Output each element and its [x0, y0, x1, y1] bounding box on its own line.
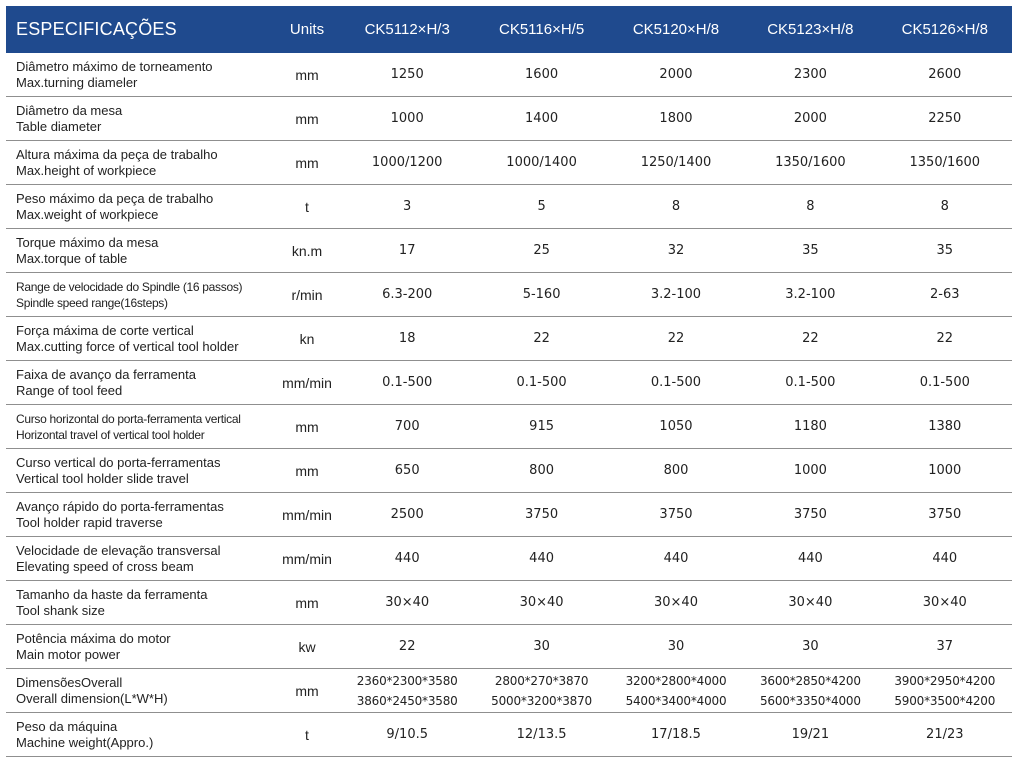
- value-cell: 30×40: [474, 581, 608, 625]
- value-cell: 5: [474, 185, 608, 229]
- value-cell: 22: [609, 317, 743, 361]
- value-cell: 2250: [878, 97, 1012, 141]
- value-cell: 1250/1400: [609, 141, 743, 185]
- value-cell: 9/10.5: [340, 713, 474, 757]
- value-cell: 8: [609, 185, 743, 229]
- table-header: [6, 6, 1012, 53]
- model-header: CK5120×H/8: [609, 6, 743, 53]
- value-cell: 30×40: [878, 581, 1012, 625]
- spec-name-en: Max.height of workpiece: [16, 162, 157, 178]
- value-cell: 25: [474, 229, 608, 273]
- value-cell: [340, 669, 474, 713]
- value-cell: 440: [474, 537, 608, 581]
- spec-name-pt: DimensõesOverall: [16, 674, 123, 690]
- spec-name-pt: Velocidade de elevação transversal: [16, 542, 221, 558]
- value-cell: 2-63: [878, 273, 1012, 317]
- spec-name-pt: Diâmetro máximo de torneamento: [16, 58, 213, 74]
- spec-name-cell: [6, 405, 274, 449]
- table-row: [6, 669, 1012, 713]
- value-cell: 2500: [340, 493, 474, 537]
- spec-name-cell: [6, 493, 274, 537]
- spec-name-en: Max.torque of table: [16, 250, 128, 266]
- value-cell: 1000/1400: [474, 141, 608, 185]
- value-cell: 3: [340, 185, 474, 229]
- value-cell: 800: [474, 449, 608, 493]
- spec-name-cell: [6, 185, 274, 229]
- value-cell: 22: [743, 317, 877, 361]
- value-line: 3900*2950*4200: [894, 673, 996, 688]
- value-cell: 2000: [609, 53, 743, 97]
- value-cell: 3750: [878, 493, 1012, 537]
- value-line: 2360*2300*3580: [356, 673, 458, 688]
- value-cell: 2000: [743, 97, 877, 141]
- spec-name-cell: [6, 53, 274, 97]
- spec-name-en: Max.weight of workpiece: [16, 206, 159, 222]
- unit-cell: mm/min: [274, 361, 340, 405]
- header-row: [6, 6, 1012, 53]
- value-cell: 8: [878, 185, 1012, 229]
- value-cell: 1350/1600: [743, 141, 877, 185]
- value-cell: 35: [743, 229, 877, 273]
- table-row: [6, 625, 1012, 669]
- value-cell: 22: [878, 317, 1012, 361]
- spec-name-en: Tool holder rapid traverse: [16, 514, 163, 530]
- value-cell: [743, 669, 877, 713]
- value-cell: 440: [340, 537, 474, 581]
- spec-name-pt: Peso da máquina: [16, 718, 118, 734]
- table-row: [6, 537, 1012, 581]
- value-cell: 3750: [609, 493, 743, 537]
- value-cell: 18: [340, 317, 474, 361]
- table-row: [6, 273, 1012, 317]
- value-cell: 440: [878, 537, 1012, 581]
- value-cell: 1800: [609, 97, 743, 141]
- value-cell: 1250: [340, 53, 474, 97]
- spec-name-cell: [6, 669, 274, 713]
- spec-name-en: Max.turning diameler: [16, 74, 138, 90]
- specifications-table: [6, 6, 1012, 757]
- table-row: [6, 53, 1012, 97]
- value-cell: 1000: [340, 97, 474, 141]
- value-line: 3860*2450*3580: [356, 693, 458, 708]
- value-cell: 0.1-500: [609, 361, 743, 405]
- value-cell: 32: [609, 229, 743, 273]
- table-row: [6, 229, 1012, 273]
- spec-name-cell: [6, 625, 274, 669]
- value-cell: [474, 669, 608, 713]
- value-cell: 1000/1200: [340, 141, 474, 185]
- spec-name-en: Max.cutting force of vertical tool holder: [16, 338, 239, 354]
- value-cell: 2300: [743, 53, 877, 97]
- spec-name-pt: Curso horizontal do porta-ferramenta vertical: [16, 411, 241, 426]
- value-cell: [609, 669, 743, 713]
- spec-name-cell: [6, 97, 274, 141]
- value-cell: 0.1-500: [878, 361, 1012, 405]
- value-cell: 0.1-500: [340, 361, 474, 405]
- unit-cell: kn.m: [274, 229, 340, 273]
- value-cell: 1050: [609, 405, 743, 449]
- value-cell: 22: [474, 317, 608, 361]
- unit-cell: mm: [274, 97, 340, 141]
- value-cell: 6.3-200: [340, 273, 474, 317]
- value-cell: 3750: [474, 493, 608, 537]
- unit-cell: mm: [274, 141, 340, 185]
- model-header: CK5112×H/3: [340, 6, 474, 53]
- unit-cell: mm/min: [274, 493, 340, 537]
- spec-name-en: Main motor power: [16, 646, 121, 662]
- spec-name-en: Table diameter: [16, 118, 102, 134]
- spec-name-en: Range of tool feed: [16, 382, 123, 398]
- table-row: [6, 713, 1012, 757]
- value-cell: 2600: [878, 53, 1012, 97]
- value-cell: 1400: [474, 97, 608, 141]
- spec-name-en: Elevating speed of cross beam: [16, 558, 194, 574]
- value-cell: 700: [340, 405, 474, 449]
- unit-cell: mm: [274, 669, 340, 713]
- value-cell: 1000: [878, 449, 1012, 493]
- value-cell: 8: [743, 185, 877, 229]
- spec-name-en: Machine weight(Appro.): [16, 734, 154, 750]
- value-cell: 650: [340, 449, 474, 493]
- value-cell: 440: [609, 537, 743, 581]
- table-row: [6, 405, 1012, 449]
- value-cell: 30: [474, 625, 608, 669]
- units-header: Units: [274, 6, 340, 53]
- value-line: 5400*3400*4000: [625, 693, 727, 708]
- unit-cell: kw: [274, 625, 340, 669]
- spec-name-cell: [6, 317, 274, 361]
- value-cell: 30×40: [743, 581, 877, 625]
- value-cell: 440: [743, 537, 877, 581]
- spec-name-pt: Diâmetro da mesa: [16, 102, 123, 118]
- value-cell: 0.1-500: [474, 361, 608, 405]
- value-line: 5600*3350*4000: [759, 693, 861, 708]
- table-row: [6, 493, 1012, 537]
- spec-name-en: Overall dimension(L*W*H): [16, 690, 168, 706]
- table-row: [6, 141, 1012, 185]
- spec-name-cell: [6, 713, 274, 757]
- table-row: [6, 97, 1012, 141]
- unit-cell: t: [274, 185, 340, 229]
- value-cell: 1600: [474, 53, 608, 97]
- value-cell: 1180: [743, 405, 877, 449]
- value-cell: 21/23: [878, 713, 1012, 757]
- spec-name-pt: Torque máximo da mesa: [16, 234, 159, 250]
- value-line: 2800*270*3870: [494, 673, 589, 688]
- spec-name-cell: [6, 537, 274, 581]
- value-cell: 1350/1600: [878, 141, 1012, 185]
- spec-name-cell: [6, 449, 274, 493]
- table-row: [6, 581, 1012, 625]
- unit-cell: mm: [274, 449, 340, 493]
- table-title: ESPECIFICAÇÕES: [6, 6, 274, 53]
- table-row: [6, 185, 1012, 229]
- value-cell: 5-160: [474, 273, 608, 317]
- value-cell: 35: [878, 229, 1012, 273]
- value-cell: 3.2-100: [609, 273, 743, 317]
- spec-name-cell: [6, 229, 274, 273]
- value-cell: 0.1-500: [743, 361, 877, 405]
- value-cell: [878, 669, 1012, 713]
- spec-name-cell: [6, 361, 274, 405]
- spec-name-cell: [6, 273, 274, 317]
- unit-cell: t: [274, 713, 340, 757]
- value-cell: 12/13.5: [474, 713, 608, 757]
- spec-name-en: Vertical tool holder slide travel: [16, 470, 189, 486]
- value-line: 5000*3200*3870: [491, 693, 592, 708]
- value-cell: 37: [878, 625, 1012, 669]
- spec-name-pt: Potência máxima do motor: [16, 630, 171, 646]
- spec-name-pt: Avanço rápido do porta-ferramentas: [16, 498, 224, 514]
- unit-cell: mm: [274, 53, 340, 97]
- spec-name-en: Spindle speed range(16steps): [16, 295, 168, 310]
- unit-cell: mm/min: [274, 537, 340, 581]
- value-cell: 19/21: [743, 713, 877, 757]
- value-cell: 1000: [743, 449, 877, 493]
- unit-cell: r/min: [274, 273, 340, 317]
- spec-name-pt: Peso máximo da peça de trabalho: [16, 190, 214, 206]
- value-cell: 800: [609, 449, 743, 493]
- spec-name-en: Tool shank size: [16, 602, 105, 618]
- value-cell: 17/18.5: [609, 713, 743, 757]
- value-cell: 22: [340, 625, 474, 669]
- spec-name-pt: Altura máxima da peça de trabalho: [16, 146, 218, 162]
- value-cell: 3750: [743, 493, 877, 537]
- table-body: [6, 53, 1012, 757]
- spec-name-pt: Tamanho da haste da ferramenta: [16, 586, 208, 602]
- value-line: 5900*3500*4200: [894, 693, 996, 708]
- spec-name-en: Horizontal travel of vertical tool holder: [16, 427, 205, 442]
- spec-name-cell: [6, 581, 274, 625]
- table-row: [6, 449, 1012, 493]
- spec-name-pt: Range de velocidade do Spindle (16 passos): [16, 279, 243, 294]
- value-line: 3600*2850*4200: [759, 673, 861, 688]
- value-cell: 30: [743, 625, 877, 669]
- unit-cell: kn: [274, 317, 340, 361]
- value-cell: 30×40: [340, 581, 474, 625]
- value-cell: 1380: [878, 405, 1012, 449]
- spec-name-pt: Faixa de avanço da ferramenta: [16, 366, 196, 382]
- value-cell: 30: [609, 625, 743, 669]
- spec-name-pt: Curso vertical do porta-ferramentas: [16, 454, 221, 470]
- model-header: CK5123×H/8: [743, 6, 877, 53]
- unit-cell: mm: [274, 405, 340, 449]
- value-cell: 915: [474, 405, 608, 449]
- value-cell: 30×40: [609, 581, 743, 625]
- value-cell: 3.2-100: [743, 273, 877, 317]
- model-header: CK5126×H/8: [878, 6, 1012, 53]
- table-row: [6, 361, 1012, 405]
- unit-cell: mm: [274, 581, 340, 625]
- spec-name-pt: Força máxima de corte vertical: [16, 322, 194, 338]
- value-line: 3200*2800*4000: [625, 673, 727, 688]
- model-header: CK5116×H/5: [474, 6, 608, 53]
- value-cell: 17: [340, 229, 474, 273]
- spec-name-cell: [6, 141, 274, 185]
- table-row: [6, 317, 1012, 361]
